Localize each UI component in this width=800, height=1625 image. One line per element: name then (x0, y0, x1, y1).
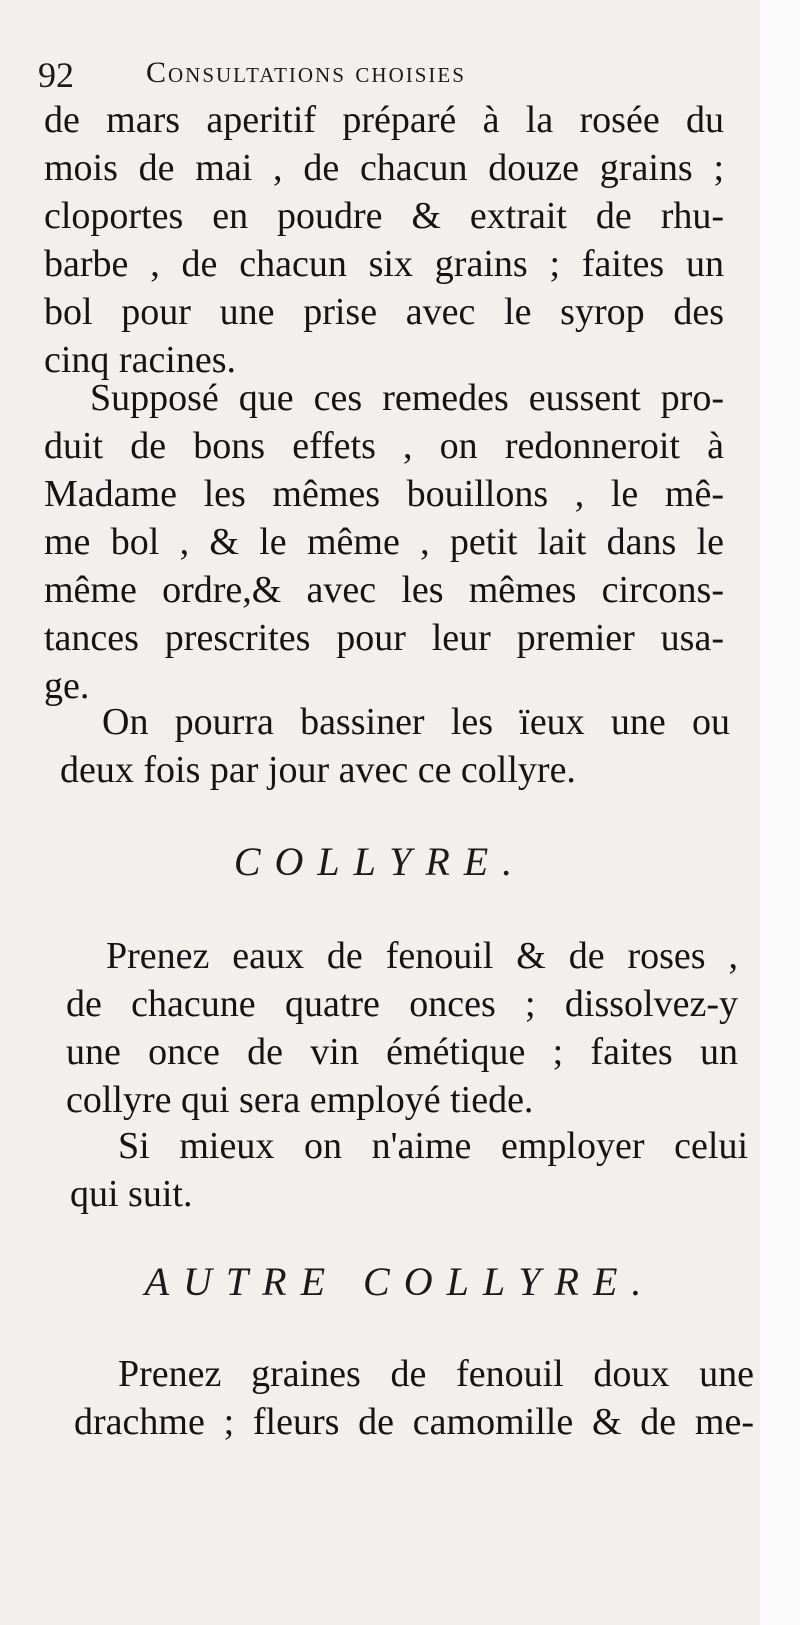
page-number: 92 (38, 55, 74, 95)
text-line: bol pour une prise avec le syrop des (44, 291, 724, 333)
text-line: deux fois par jour avec ce collyre. (60, 749, 576, 791)
text-line: qui suit. (70, 1173, 193, 1215)
text-line: tances prescrites pour leur premier usa- (44, 617, 724, 659)
paragraph-2 (44, 374, 724, 710)
text-line: me bol , & le même , petit lait dans le (44, 521, 724, 563)
text-line: duit de bons effets , on redonneroit à (44, 425, 724, 467)
text-line: mois de mai , de chacun douze grains ; (44, 147, 724, 189)
paragraph-6 (74, 1350, 754, 1446)
text-line: barbe , de chacun six grains ; faites un (44, 243, 724, 285)
page-margin (760, 0, 800, 1625)
paragraph-4 (66, 932, 738, 1124)
text-line: Si mieux on n'aime employer celui (118, 1125, 748, 1167)
text-line: de mars aperitif préparé à la rosée du (44, 99, 724, 141)
text-line: collyre qui sera employé tiede. (66, 1079, 534, 1121)
paragraph-3 (60, 698, 730, 794)
page-header (38, 50, 728, 100)
text-line: même ordre,& avec les mêmes circons- (44, 569, 724, 611)
text-line: Madame les mêmes bouillons , le mê- (44, 473, 724, 515)
running-head: Consultations choisies (146, 56, 466, 89)
text-line: Prenez eaux de fenouil & de roses , (106, 935, 738, 977)
paragraph-5 (70, 1122, 748, 1218)
text-line: cinq racines. (44, 339, 237, 381)
text-line: cloportes en poudre & extrait de rhu- (44, 195, 724, 237)
text-line: de chacune quatre onces ; dissolvez-y (66, 983, 738, 1025)
text-line: Prenez graines de fenouil doux une (118, 1353, 754, 1395)
text-line: ge. (44, 665, 90, 707)
text-line: On pourra bassiner les ïeux une ou (102, 701, 730, 743)
text-line: drachme ; fleurs de camomille & de me- (74, 1401, 754, 1443)
paragraph-1 (44, 96, 724, 384)
text-line: une once de vin émétique ; faites un (66, 1031, 738, 1073)
section-title-autre-collyre: AUTRE COLLYRE. (144, 1259, 656, 1304)
section-title-collyre: COLLYRE. (233, 839, 527, 884)
text-line: Supposé que ces remedes eussent pro- (90, 377, 724, 419)
